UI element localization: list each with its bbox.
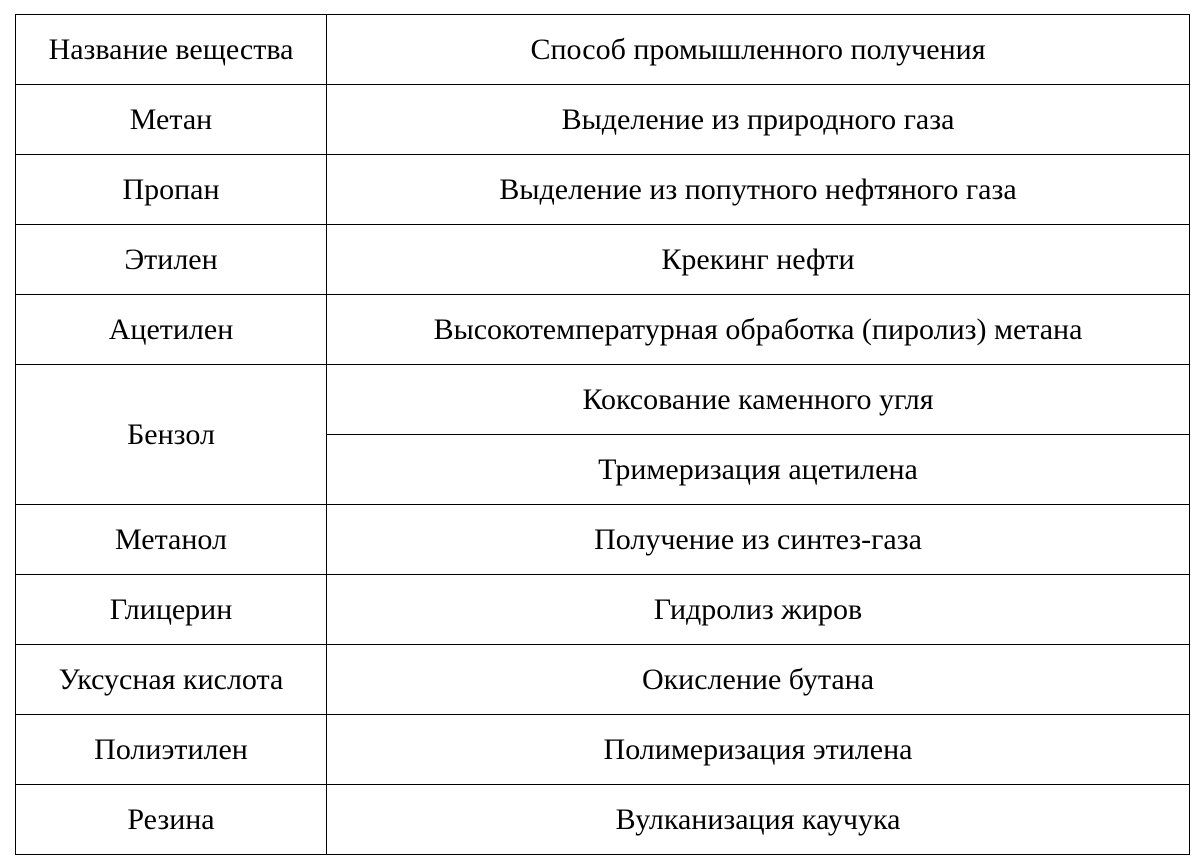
table-row bbox=[16, 645, 1190, 715]
table-row bbox=[16, 715, 1190, 785]
table-row bbox=[16, 225, 1190, 295]
method-cell: Полимеризация этилена bbox=[327, 715, 1190, 785]
table-row bbox=[16, 505, 1190, 575]
table-header-row bbox=[16, 15, 1190, 85]
table-row bbox=[16, 295, 1190, 365]
table-body bbox=[16, 15, 1190, 855]
substance-cell: Глицерин bbox=[16, 575, 327, 645]
header-method: Способ промышленного получения bbox=[327, 15, 1190, 85]
method-cell: Выделение из попутного нефтяного газа bbox=[327, 155, 1190, 225]
substance-cell: Резина bbox=[16, 785, 327, 855]
method-cell: Гидролиз жиров bbox=[327, 575, 1190, 645]
table-row bbox=[16, 365, 1190, 435]
substance-cell: Полиэтилен bbox=[16, 715, 327, 785]
method-cell: Тримеризация ацетилена bbox=[327, 435, 1190, 505]
header-substance: Название вещества bbox=[16, 15, 327, 85]
substance-cell: Метанол bbox=[16, 505, 327, 575]
method-cell: Коксование каменного угля bbox=[327, 365, 1190, 435]
method-cell: Вулканизация каучука bbox=[327, 785, 1190, 855]
substance-cell-merged: Бензол bbox=[16, 365, 327, 505]
table-row bbox=[16, 575, 1190, 645]
method-cell: Высокотемпературная обработка (пиролиз) метана bbox=[327, 295, 1190, 365]
method-cell: Выделение из природного газа bbox=[327, 85, 1190, 155]
method-cell: Получение из синтез-газа bbox=[327, 505, 1190, 575]
substances-table bbox=[15, 14, 1190, 855]
substance-cell: Этилен bbox=[16, 225, 327, 295]
method-cell: Крекинг нефти bbox=[327, 225, 1190, 295]
substance-cell: Пропан bbox=[16, 155, 327, 225]
substance-cell: Уксусная кислота bbox=[16, 645, 327, 715]
table-row bbox=[16, 785, 1190, 855]
table-row bbox=[16, 155, 1190, 225]
table-row bbox=[16, 85, 1190, 155]
substance-cell: Метан bbox=[16, 85, 327, 155]
substance-cell: Ацетилен bbox=[16, 295, 327, 365]
method-cell: Окисление бутана bbox=[327, 645, 1190, 715]
